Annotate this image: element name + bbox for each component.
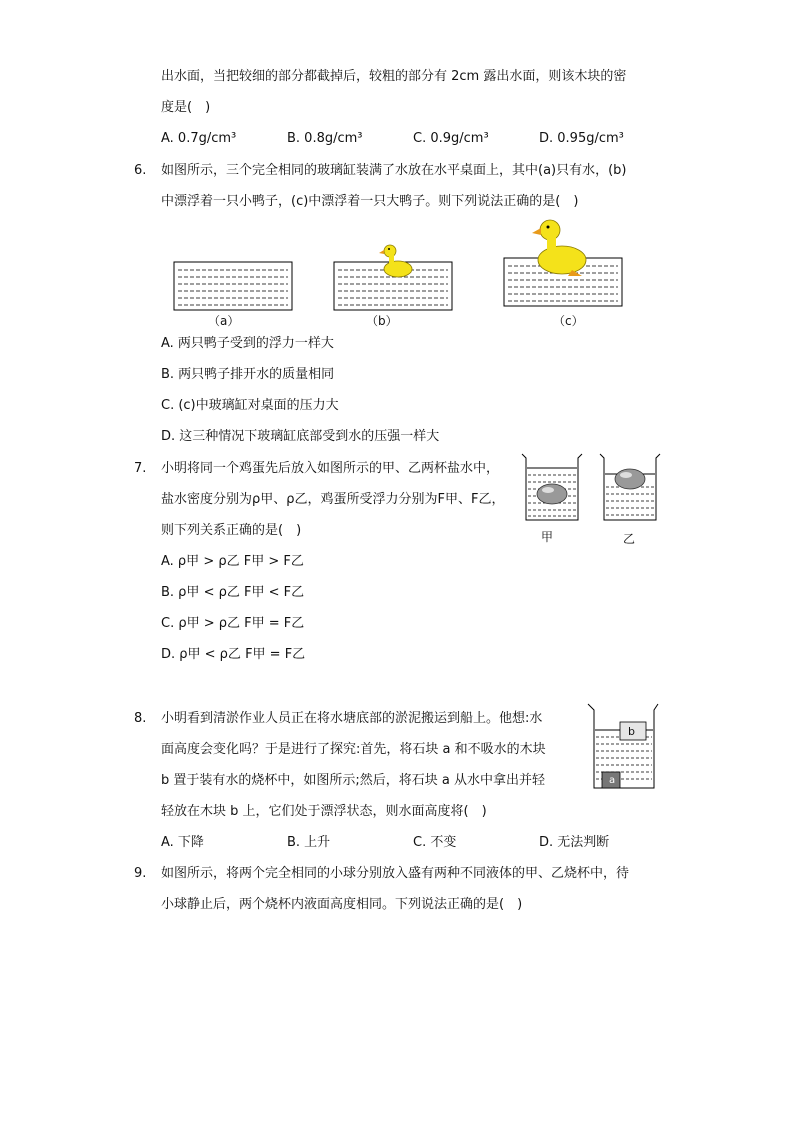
beaker-jia: [522, 454, 582, 520]
q6-option-c: C. (c)中玻璃缸对桌面的压力大: [161, 398, 339, 413]
q5-line2: 度是( ): [161, 100, 211, 115]
q8-option-c: C. 不变: [413, 835, 457, 850]
q5-option-d: D. 0.95g/cm³: [539, 131, 624, 146]
q9-line2: 小球静止后，两个烧杯内液面高度相同。下列说法正确的是( ): [161, 897, 523, 912]
tank-a: [174, 262, 292, 310]
q8-line4: 轻放在木块 b 上，它们处于漂浮状态，则水面高度将( ): [161, 804, 487, 819]
q6-figure: [170, 218, 630, 318]
q6-option-d: D. 这三种情况下玻璃缸底部受到水的压强一样大: [161, 429, 440, 444]
q6-option-b: B. 两只鸭子排开水的质量相同: [161, 367, 335, 382]
egg-icon: [537, 484, 567, 504]
tank-c: [504, 220, 622, 306]
q9-line1: 如图所示，将两个完全相同的小球分别放入盛有两种不同液体的甲、乙烧杯中，待: [161, 866, 630, 881]
q7-option-b: B. ρ甲 < ρ乙 F甲 < F乙: [161, 585, 305, 600]
q8-line1: 小明看到清淤作业人员正在将水塘底部的淤泥搬运到船上。他想:水: [161, 711, 543, 726]
q5-option-b: B. 0.8g/cm³: [287, 131, 363, 146]
tank-b: [334, 245, 452, 310]
egg-icon: [615, 469, 645, 489]
q6-line1: 如图所示，三个完全相同的玻璃缸装满了水放在水平桌面上，其中(a)只有水，(b): [161, 163, 627, 178]
q7-label-jia: 甲: [541, 530, 554, 544]
q8-option-a: A. 下降: [161, 835, 204, 850]
q8-line3: b 置于装有水的烧杯中，如图所示;然后，将石块 a 从水中拿出并轻: [161, 773, 545, 788]
q8-line2: 面高度会变化吗？于是进行了探究:首先，将石块 a 和不吸水的木块: [161, 742, 546, 757]
q7-option-a: A. ρ甲 > ρ乙 F甲 > F乙: [161, 554, 304, 569]
q6-label-c: （c）: [553, 314, 584, 328]
q5-line1: 出水面，当把较细的部分都截掉后，较粗的部分有 2cm 露出水面，则该木块的密: [161, 69, 627, 84]
q8-label-a: a: [609, 775, 616, 786]
q8-option-b: B. 上升: [287, 835, 331, 850]
q8-figure: [586, 702, 660, 792]
q7-figure: [518, 452, 668, 526]
q8-option-d: D. 无法判断: [539, 835, 610, 850]
q5-option-c: C. 0.9g/cm³: [413, 131, 489, 146]
q7-option-d: D. ρ甲 < ρ乙 F甲 = F乙: [161, 647, 306, 662]
q8-label-b: b: [628, 725, 635, 738]
q6-line2: 中漂浮着一只小鸭子，(c)中漂浮着一只大鸭子。则下列说法正确的是( ): [161, 194, 579, 209]
q6-number: 6.: [134, 163, 147, 178]
q9-number: 9.: [134, 866, 147, 881]
q7-line2: 盐水密度分别为ρ甲、ρ乙，鸡蛋所受浮力分别为F甲、F乙，: [161, 492, 505, 507]
q7-number: 7.: [134, 461, 147, 476]
q6-option-a: A. 两只鸭子受到的浮力一样大: [161, 336, 334, 351]
q6-label-b: （b）: [366, 314, 398, 328]
q7-line3: 则下列关系正确的是( ): [161, 523, 302, 538]
beaker-yi: [600, 454, 660, 520]
q7-line1: 小明将同一个鸡蛋先后放入如图所示的甲、乙两杯盐水中，: [161, 461, 500, 476]
q7-label-yi: 乙: [623, 532, 636, 546]
q7-option-c: C. ρ甲 > ρ乙 F甲 = F乙: [161, 616, 305, 631]
q8-number: 8.: [134, 711, 147, 726]
q5-option-a: A. 0.7g/cm³: [161, 131, 237, 146]
q6-label-a: （a）: [208, 314, 240, 328]
